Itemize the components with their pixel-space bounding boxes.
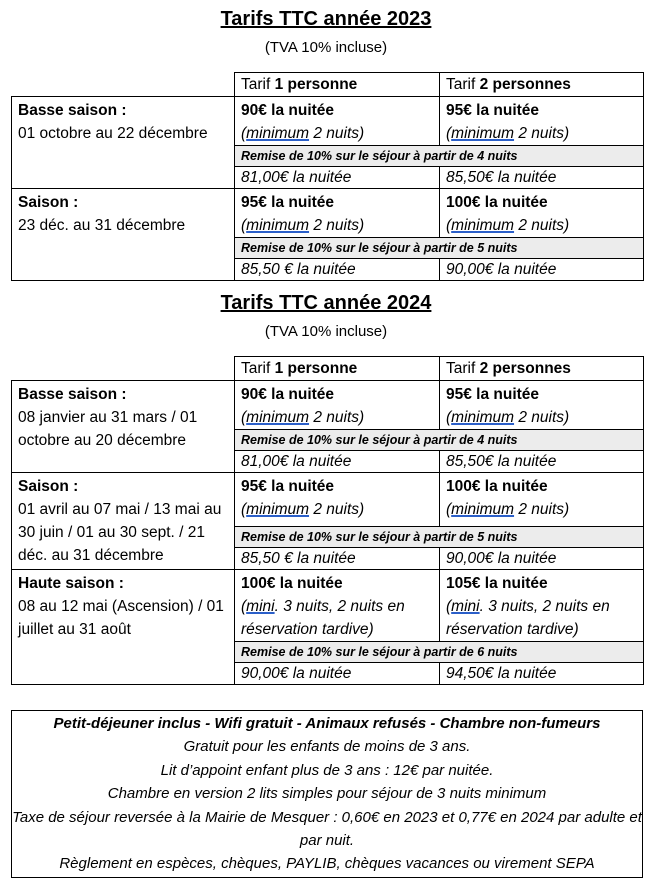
price-1-personne: 100€ la nuitée (mini. 3 nuits, 2 nuits en réservation tardive) [235, 570, 440, 642]
remise-banner: Remise de 10% sur le séjour à partir de 5 nuits [235, 238, 644, 259]
price-1-personne: 95€ la nuitée (minimum 2 nuits) [235, 473, 440, 527]
conditions-line: Chambre en version 2 lits simples pour séjour de 3 nuits minimum [107, 785, 547, 803]
remise-banner: Remise de 10% sur le séjour à partir de 5 nuits [235, 527, 644, 548]
reduced-price-1: 85,50 € la nuitée [235, 548, 440, 570]
season-label: Saison : 01 avril au 07 mai / 13 mai au 30 juin / 01 au 30 sept. / 21 déc. au 31 décembre [12, 473, 235, 570]
reduced-price-1: 85,50 € la nuitée [235, 259, 440, 281]
title-2023: Tarifs TTC année 2023 [220, 8, 432, 30]
title-2024: Tarifs TTC année 2024 [220, 292, 432, 314]
season-row [12, 381, 644, 430]
price-1-personne: 90€ la nuitée (minimum 2 nuits) [235, 381, 440, 430]
season-row [12, 570, 644, 642]
reduced-price-2: 85,50€ la nuitée [440, 451, 644, 473]
header-1-personne: Tarif 1 personne [235, 73, 440, 97]
price-2-personnes: 95€ la nuitée (minimum 2 nuits) [440, 381, 644, 430]
reduced-price-1: 90,00€ la nuitée [235, 663, 440, 685]
reduced-price-2: 85,50€ la nuitée [440, 167, 644, 189]
header-2-personnes: Tarif 2 personnes [440, 73, 644, 97]
remise-banner: Remise de 10% sur le séjour à partir de 4 nuits [235, 146, 644, 167]
season-label: Basse saison : 01 octobre au 22 décembre [12, 97, 235, 189]
season-row [12, 473, 644, 527]
reduced-price-2: 90,00€ la nuitée [440, 259, 644, 281]
conditions-line: Gratuit pour les enfants de moins de 3 ans. [183, 738, 471, 756]
reduced-price-1: 81,00€ la nuitée [235, 167, 440, 189]
price-2-personnes: 100€ la nuitée (minimum 2 nuits) [440, 189, 644, 238]
season-label: Basse saison : 08 janvier au 31 mars / 01 octobre au 20 décembre [12, 381, 235, 473]
price-1-personne: 95€ la nuitée (minimum 2 nuits) [235, 189, 440, 238]
reduced-price-2: 94,50€ la nuitée [440, 663, 644, 685]
reduced-price-1: 81,00€ la nuitée [235, 451, 440, 473]
price-2-personnes: 95€ la nuitée (minimum 2 nuits) [440, 97, 644, 146]
table-header-row [12, 357, 644, 381]
tva-note-2023: (TVA 10% incluse) [264, 39, 388, 56]
tarifs-table-2024 [11, 356, 644, 685]
season-label: Saison : 23 déc. au 31 décembre [12, 189, 235, 281]
conditions-line: Règlement en espèces, chèques, PAYLIB, chèques vacances ou virement SEPA [59, 855, 595, 873]
table-header-row [12, 73, 644, 97]
tarifs-table-2023 [11, 72, 644, 281]
price-2-personnes: 100€ la nuitée (minimum 2 nuits) [440, 473, 644, 527]
reduced-price-2: 90,00€ la nuitée [440, 548, 644, 570]
remise-banner: Remise de 10% sur le séjour à partir de 6 nuits [235, 642, 644, 663]
conditions-headline: Petit-déjeuner inclus - Wifi gratuit - Animaux refusés - Chambre non-fumeurs [53, 715, 601, 732]
conditions-box [11, 710, 643, 878]
season-row [12, 189, 644, 238]
header-1-personne: Tarif 1 personne [235, 357, 440, 381]
conditions-line: Lit d’appoint enfant plus de 3 ans : 12€ par nuitée. [160, 761, 494, 779]
remise-banner: Remise de 10% sur le séjour à partir de 4 nuits [235, 430, 644, 451]
conditions-line: Taxe de séjour reversée à la Mairie de Mesquer : 0,60€ en 2023 et 0,77€ en 2024 par adulte et par nuit. [12, 808, 642, 850]
season-row [12, 97, 644, 146]
season-label: Haute saison : 08 au 12 mai (Ascension) / 01 juillet au 31 août [12, 570, 235, 685]
price-1-personne: 90€ la nuitée (minimum 2 nuits) [235, 97, 440, 146]
header-2-personnes: Tarif 2 personnes [440, 357, 644, 381]
tva-note-2024: (TVA 10% incluse) [264, 323, 388, 340]
price-2-personnes: 105€ la nuitée (mini. 3 nuits, 2 nuits en réservation tardive) [440, 570, 644, 642]
